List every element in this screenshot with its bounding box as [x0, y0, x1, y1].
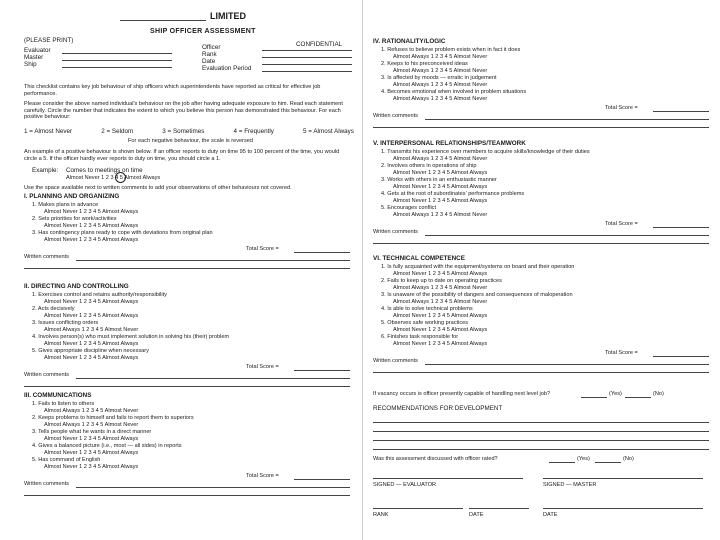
recommendation-line[interactable] [373, 431, 709, 432]
intro-paragraph-1: This checklist contains key job behaviour of ship officers which superintendents have reported as critical for effective job performance. [24, 84, 321, 97]
comment-line[interactable] [24, 386, 350, 387]
intro-paragraph-2: Please consider the above named individual's behaviour on the job after having adequate exposure to him. Read each statement carefully. Circle the number that indicates the extent to which you believe this person has demonstrated this behaviour. For each positive behaviour: [24, 101, 343, 120]
date-line-2[interactable] [543, 508, 703, 509]
date-label-2: DATE [543, 512, 558, 518]
total-score-label: Total Score = [605, 221, 638, 227]
please-print-note: (PLEASE PRINT) [24, 37, 74, 44]
company-name-line[interactable] [120, 20, 206, 21]
field-label-evaluation-period: Evaluation Period [202, 65, 252, 72]
recommendation-line[interactable] [373, 440, 709, 441]
total-score-line[interactable] [653, 356, 709, 357]
rating-scale-row[interactable]: Almost Always 1 2 3 4 5 Almost Never [393, 68, 488, 74]
yes-label: (Yes) [609, 391, 622, 397]
discussed-question: Was this assessment discussed with officer rated? [373, 456, 498, 462]
written-comments-label: Written comments [24, 481, 69, 487]
behaviour-item: 1. Transmits his experience over members to acquire skills/knowledge of their duties [381, 149, 590, 155]
total-score-line[interactable] [294, 252, 350, 253]
scale-reversed-note: For each negative behaviour, the scale is reversed [128, 138, 253, 144]
written-comments-label: Written comments [24, 372, 69, 378]
comment-line[interactable] [373, 243, 709, 244]
total-score-line[interactable] [653, 227, 709, 228]
signed-evaluator-label: SIGNED — EVALUATOR [373, 482, 437, 488]
rating-scale-row[interactable]: Almost Never 1 2 3 4 5 Almost Always [44, 355, 139, 361]
field-line-master[interactable] [62, 60, 172, 61]
comment-line[interactable] [24, 268, 350, 269]
comment-line[interactable] [24, 495, 350, 496]
total-score-label: Total Score = [246, 364, 279, 370]
discussed-no-line[interactable] [595, 462, 621, 463]
no-label: (No) [653, 391, 664, 397]
scale-point-4: 4 = Frequently [233, 128, 274, 135]
field-line-officer[interactable] [262, 50, 352, 51]
field-line-ship[interactable] [62, 67, 172, 68]
rating-scale-row[interactable]: Almost Always 1 2 3 4 5 Almost Never [44, 327, 139, 333]
written-comments-label: Written comments [24, 254, 69, 260]
right-page [362, 0, 720, 540]
section-title: I. PLANNING AND ORGANIZING [24, 193, 120, 200]
comment-line[interactable] [425, 364, 709, 365]
discussed-no-label: (No) [623, 456, 634, 462]
rating-scale-row[interactable]: Almost Never 1 2 3 4 5 Almost Always [44, 450, 139, 456]
section-title: IV. RATIONALITY/LOGIC [373, 38, 446, 45]
no-line[interactable] [625, 397, 651, 398]
rating-scale-row[interactable]: Almost Never 1 2 3 4 5 Almost Always [44, 299, 139, 305]
behaviour-item: 4. Becomes emotional when involved in problem situations [381, 89, 527, 95]
behaviour-item: 6. Finishes task responsible for [381, 334, 459, 340]
behaviour-item: 2. Keeps to his preconceived ideas [381, 61, 468, 67]
behaviour-item: 2. Keeps problems to himself and fails to report them to superiors [32, 415, 194, 421]
field-label-master: Master [24, 54, 44, 61]
rating-scale-row[interactable]: Almost Always 1 2 3 4 5 Almost Never [393, 156, 488, 162]
rating-scale-row[interactable]: Almost Never 1 2 3 4 5 Almost Always [44, 313, 139, 319]
behaviour-item: 2. Sets priorities for work/activities [32, 216, 117, 222]
example-item: Comes to meetings on time [66, 167, 143, 174]
rating-scale-row[interactable]: Almost Never 1 2 3 4 5 Almost Always [393, 341, 488, 347]
rating-scale-row[interactable]: Almost Always 1 2 3 4 5 Almost Never [393, 285, 488, 291]
rating-scale-row[interactable]: Almost Never 1 2 3 4 5 Almost Always [393, 271, 488, 277]
example-scale: Almost Never 1 2 3 4 5 Almost Always [66, 175, 161, 181]
field-line-evaluation-period[interactable] [262, 71, 352, 72]
field-line-evaluator[interactable] [62, 53, 172, 54]
section-title: V. INTERPERSONAL RELATIONSHIPS/TEAMWORK [373, 140, 526, 147]
behaviour-item: 5. Observes safe working practices [381, 320, 469, 326]
behaviour-item: 4. Involves person(s) who must implement solution in solving his (their) problem [32, 334, 230, 340]
behaviour-item: 3. Is affected by moods — erratic in judgement [381, 75, 497, 81]
rating-scale-row[interactable]: Almost Always 1 2 3 4 5 Almost Never [44, 422, 139, 428]
behaviour-item: 3. Has contingency plans ready to cope with deviations from original plan [32, 230, 213, 236]
rating-scale-row[interactable]: Almost Never 1 2 3 4 5 Almost Always [393, 313, 488, 319]
rating-scale-row[interactable]: Almost Never 1 2 3 4 5 Almost Always [44, 436, 139, 442]
field-line-date[interactable] [262, 64, 352, 65]
rating-scale-row[interactable]: Almost Never 1 2 3 4 5 Almost Always [393, 184, 488, 190]
date-label-1: DATE [469, 512, 484, 518]
written-comments-label: Written comments [373, 229, 418, 235]
behaviour-item: 3. Tells people what he wants in a direct manner [32, 429, 152, 435]
rating-scale-row[interactable]: Almost Always 1 2 3 4 5 Almost Never [393, 54, 488, 60]
total-score-label: Total Score = [246, 473, 279, 479]
behaviour-item: 4. Is able to solve technical problems [381, 306, 473, 312]
form-title-limited: LIMITED [210, 11, 246, 21]
instructions: Use the space available next to written comments to add your observations of other behaviours not covered. [24, 185, 292, 191]
rating-scale-row[interactable]: Almost Always 1 2 3 4 5 Almost Never [393, 299, 488, 305]
scale-point-1: 1 = Almost Never [24, 128, 73, 135]
comment-line[interactable] [76, 378, 350, 379]
recommendations-heading: RECOMMENDATIONS FOR DEVELOPMENT [373, 405, 503, 412]
comment-line[interactable] [373, 372, 709, 373]
rating-scale-row[interactable]: Almost Never 1 2 3 4 5 Almost Always [44, 209, 139, 215]
date-line-1[interactable] [469, 508, 529, 509]
section-title: II. DIRECTING AND CONTROLLING [24, 283, 129, 290]
rating-scale-row[interactable]: Almost Never 1 2 3 4 5 Almost Always [393, 198, 488, 204]
field-label-ship: Ship [24, 61, 37, 68]
field-line-rank[interactable] [262, 57, 352, 58]
scale-point-3: 3 = Sometimes [162, 128, 205, 135]
vacancy-question: If vacancy occurs is officer presently capable of handling next level job? [373, 391, 551, 397]
rating-scale-row[interactable]: Almost Always 1 2 3 4 5 Almost Never [393, 212, 488, 218]
behaviour-item: 2. Acts decisively [32, 306, 75, 312]
signed-master-label: SIGNED — MASTER [543, 482, 597, 488]
behaviour-item: 1. Refuses to believe problem exists when in fact it does [381, 47, 521, 53]
behaviour-item: 1. Makes plans in advance [32, 202, 99, 208]
example-circled-answer [115, 172, 126, 183]
field-label-evaluator: Evaluator [24, 47, 51, 54]
total-score-line[interactable] [653, 111, 709, 112]
comment-line[interactable] [76, 260, 350, 261]
total-score-label: Total Score = [246, 246, 279, 252]
written-comments-label: Written comments [373, 113, 418, 119]
comment-line[interactable] [425, 235, 709, 236]
evaluator-signature-line[interactable] [373, 478, 523, 479]
discussed-yes-line[interactable] [549, 462, 575, 463]
behaviour-item: 4. Gets at the root of subordinates' performance problems [381, 191, 525, 197]
behaviour-item: 5. Has command of English [32, 457, 101, 463]
rating-scale-row[interactable]: Almost Always 1 2 3 4 5 Almost Never [393, 82, 488, 88]
example-paragraph: An example of a positive behaviour is shown below. If an officer reports to duty on time 95 to 100 percent of the time, you would circle a 5. If the officer hardly ever reports to duty on time, you should circle a 1. [24, 149, 340, 162]
rating-scale-row[interactable]: Almost Never 1 2 3 4 5 Almost Always [393, 170, 488, 176]
rating-scale-row[interactable]: Almost Always 1 2 3 4 5 Almost Never [44, 408, 139, 414]
yes-line[interactable] [581, 397, 607, 398]
total-score-line[interactable] [294, 479, 350, 480]
recommendation-line[interactable] [373, 449, 709, 450]
recommendation-line[interactable] [373, 422, 709, 423]
master-signature-line[interactable] [543, 478, 703, 479]
confidential-label: CONFIDENTIAL [296, 41, 343, 48]
rating-scale-row[interactable]: Almost Never 1 2 3 4 5 Almost Always [393, 327, 488, 333]
example-label: Example: [32, 167, 59, 174]
behaviour-item: 1. Fails to listen to others [32, 401, 95, 407]
form-subtitle: SHIP OFFICER ASSESSMENT [150, 28, 256, 35]
behaviour-item: 5. Gives appropriate discipline when necessary [32, 348, 149, 354]
rating-scale-row[interactable]: Almost Never 1 2 3 4 5 Almost Always [44, 464, 139, 470]
section-title: VI. TECHNICAL COMPETENCE [373, 255, 465, 262]
written-comments-label: Written comments [373, 358, 418, 364]
behaviour-item: 4. Gives a balanced picture (i.e., most — all sides) in reports [32, 443, 182, 449]
comment-line[interactable] [425, 119, 709, 120]
rating-scale-row[interactable]: Almost Never 1 2 3 4 5 Almost Always [44, 237, 139, 243]
scale-point-5: 5 = Almost Always [303, 128, 354, 135]
behaviour-item: 3. Works with others in an enthusiastic manner [381, 177, 497, 183]
field-label-rank: Rank [202, 51, 217, 58]
behaviour-item: 3. Issues conflicting orders [32, 320, 99, 326]
behaviour-item: 2. Fails to keep up to date on operating practices [381, 278, 502, 284]
rank-label: RANK [373, 512, 389, 518]
comment-line[interactable] [373, 127, 709, 128]
scale-point-2: 2 = Seldom [101, 128, 134, 135]
behaviour-item: 1. Exercises control and retains authority/responsibility [32, 292, 167, 298]
section-title: III. COMMUNICATIONS [24, 392, 92, 399]
rating-scale-row[interactable]: Almost Always 1 2 3 4 5 Almost Never [393, 96, 488, 102]
comment-line[interactable] [76, 487, 350, 488]
rating-scale [24, 128, 354, 135]
total-score-label: Total Score = [605, 350, 638, 356]
discussed-yes-label: (Yes) [577, 456, 590, 462]
field-label-date: Date [202, 58, 216, 65]
behaviour-item: 1. Is fully acquainted with the equipment/systems on board and their operation [381, 264, 575, 270]
rating-scale-row[interactable]: Almost Never 1 2 3 4 5 Almost Always [44, 341, 139, 347]
total-score-line[interactable] [294, 370, 350, 371]
behaviour-item: 5. Encourages conflict [381, 205, 437, 211]
field-label-officer: Officer [202, 44, 221, 51]
rating-scale-row[interactable]: Almost Never 1 2 3 4 5 Almost Always [44, 223, 139, 229]
rank-line[interactable] [373, 508, 463, 509]
total-score-label: Total Score = [605, 105, 638, 111]
behaviour-item: 3. Is unaware of the possibility of dangers and consequences of maloperation [381, 292, 573, 298]
behaviour-item: 2. Involves others in operations of ship [381, 163, 477, 169]
